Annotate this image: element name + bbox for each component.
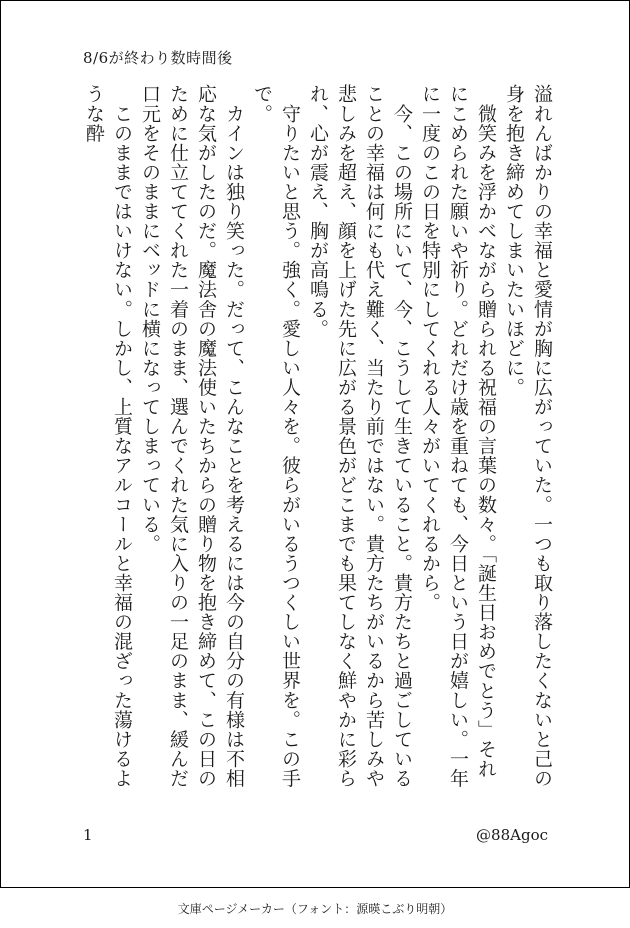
- paragraph: 守りたいと思う。強く。愛しい人々を。彼らがいるうつくしい世界を。この手で。: [251, 84, 301, 788]
- paragraph: カインは独り笑った。だって、こんなことを考えるには今の自分の有様は不相応な気がしたのだ。魔法舎の魔法使いたちからの贈り物を抱き締めて、この日のために仕立ててくれた一着のまま、選んでくれた気に入りの一足のまま、緩んだ口元をそのままにベッドに横になってしまっている。: [139, 84, 245, 788]
- paragraph: 今、この場所にいて、今、こうして生きていること。貴方たちと過ごしていることの幸福は何にも代え難く、当たり前ではない。貴方たちがいるから苦しみや悲しみを超え、顔を上げた先に広がる景色がどこまでも果てしなく鮮やかに彩られ、心が震え、胸が高鳴る。: [307, 84, 413, 788]
- page-title: 8/6が終わり数時間後: [83, 49, 233, 67]
- paragraph: 溢れんばかりの幸福と愛情が胸に広がっていた。一つも取り落したくないと己の身を抱き締めてしまいたいほどに。: [503, 84, 553, 788]
- vertical-body-text: [83, 84, 556, 796]
- author-handle: @88Agoc: [476, 826, 548, 844]
- paragraph: 微笑みを浮かべながら贈られる祝福の言葉の数々。「誕生日おめでとう」それにこめられた願いや祈り。どれだけ歳を重ねても、今日という日が嬉しい。一年に一度のこの日を特別にしてくれる人々がいてくれるから。: [419, 84, 497, 788]
- paragraph: このままではいけない。しかし、上質なアルコールと幸福の混ざった蕩けるような酔: [83, 84, 133, 788]
- page-number: 1: [83, 826, 93, 844]
- generator-credit: 文庫ページメーカー（フォント：源暎こぶり明朝）: [177, 902, 453, 916]
